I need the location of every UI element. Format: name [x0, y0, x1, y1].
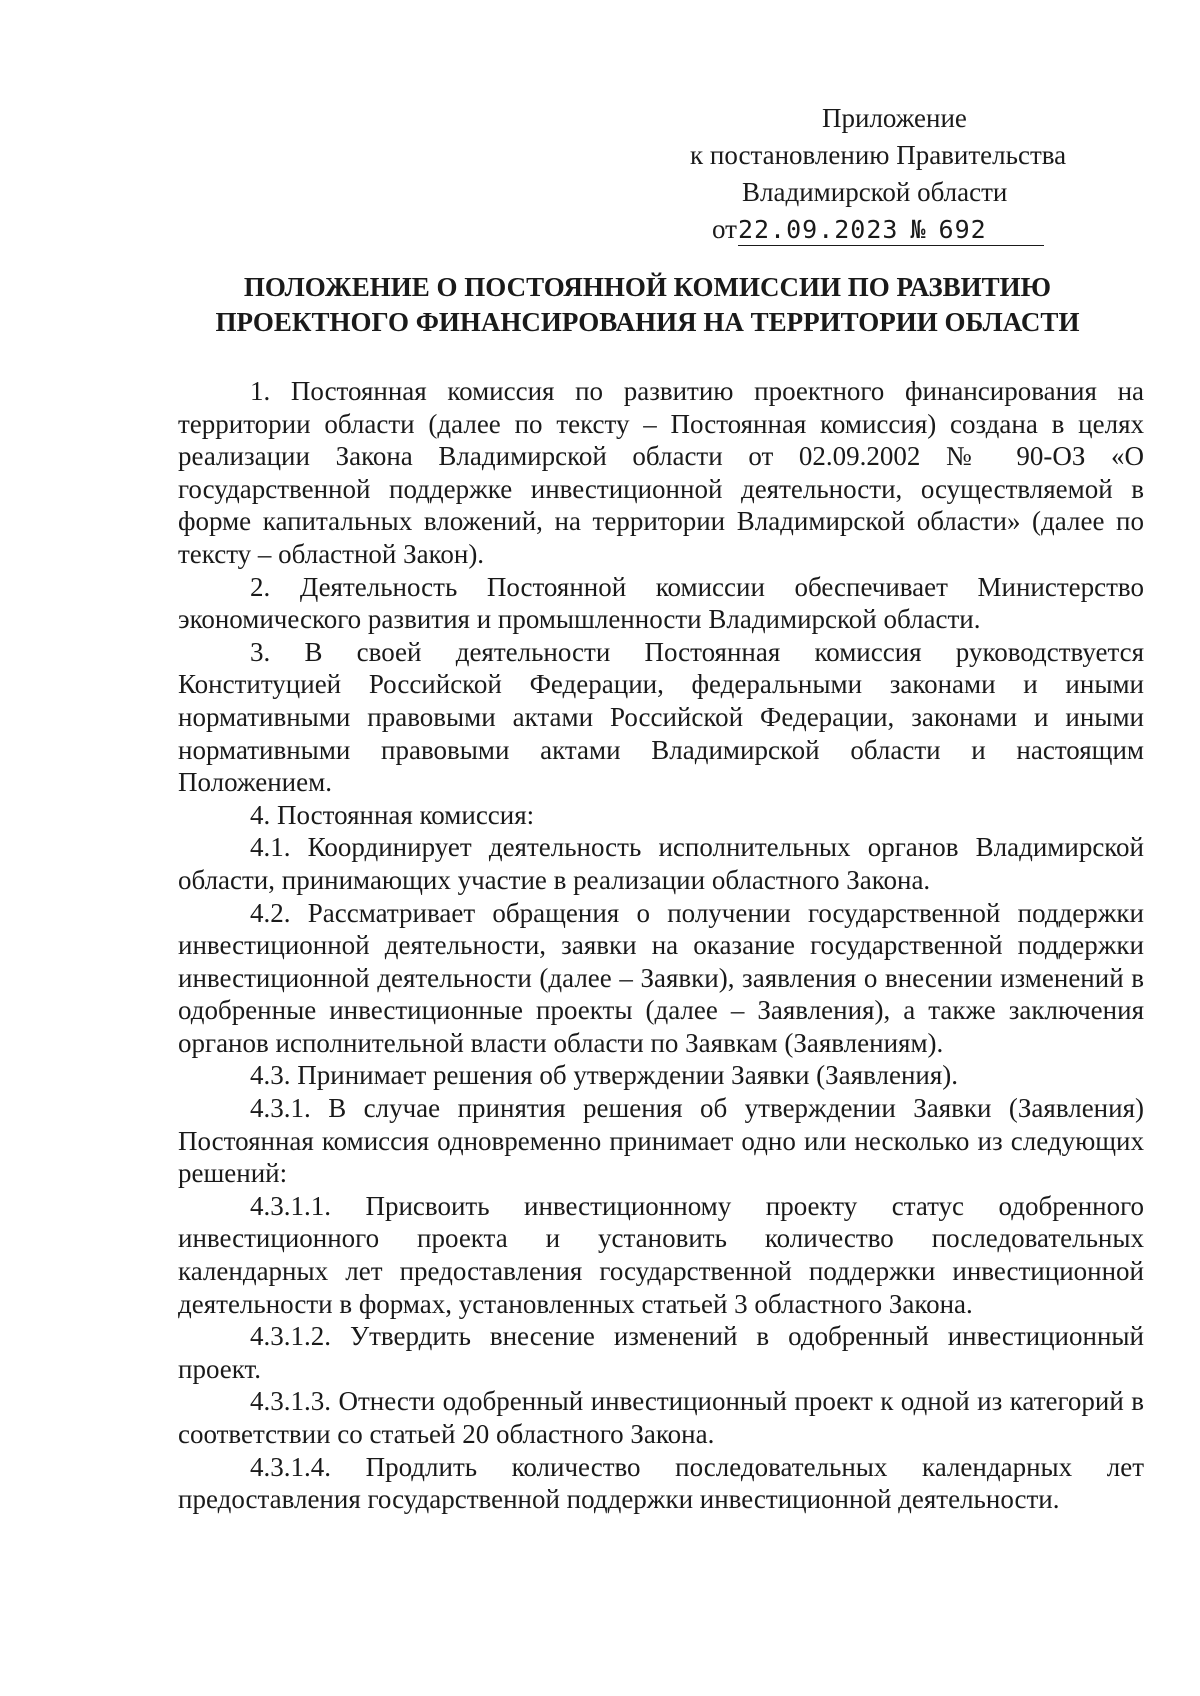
- paragraph-3: 3. В своей деятельности Постоянная комиссия руководствуется Конституцией Российской Федерации, федеральными законами и иными нормативными правовыми актами Российской Федерации, законами и иными нормативными правовыми актами Владимирской области и настоящим Положением.: [178, 636, 1144, 798]
- paragraph-4-3-1: 4.3.1. В случае принятия решения об утверждении Заявки (Заявления) Постоянная комиссия одновременно принимает одно или несколько из следующих решений:: [178, 1093, 1144, 1189]
- appendix-region: Владимирской области: [742, 177, 1008, 207]
- appendix-date-line: [690, 211, 1090, 248]
- resolution-date: 22.09.2023: [737, 215, 899, 244]
- paragraph-1: 1. Постоянная комиссия по развитию проектного финансирования на территории области (далее по тексту – Постоянная комиссия) создана в целях реализации Закона Владимирской области от 02.09.2002 № 90-ОЗ «О государственной поддержке инвестиционной деятельности, осуществляемой в форме капитальных вложений, на территории Владимирской области» (далее по тексту – областной Закон).: [178, 376, 1144, 569]
- resolution-number: 692: [938, 215, 987, 244]
- number-sign: №: [910, 215, 927, 244]
- title-line-2: ПРОЕКТНОГО ФИНАНСИРОВАНИЯ НА ТЕРРИТОРИИ ОБЛАСТИ: [215, 307, 1080, 337]
- paragraph-4-2: 4.2. Рассматривает обращения о получении государственной поддержки инвестиционной деятельности, заявки на оказание государственной поддержки инвестиционной деятельности (далее – Заявки), заявления о внесении изменений в одобренные инвестиционные проекты (далее – Заявления), а также заключения органов исполнительной власти области по Заявкам (Заявлениям).: [178, 897, 1144, 1058]
- paragraph-2: 2. Деятельность Постоянной комиссии обеспечивает Министерство экономического развития и промышленности Владимирской области.: [178, 571, 1144, 635]
- appendix-header: [690, 100, 1090, 248]
- paragraph-4-3-1-2: 4.3.1.2. Утвердить внесение изменений в одобренный инвестиционный проект.: [178, 1321, 1144, 1384]
- date-number-field: [738, 214, 1044, 246]
- paragraph-4: 4. Постоянная комиссия:: [250, 799, 535, 830]
- document-body: [178, 375, 1144, 1516]
- paragraph-4-3: 4.3. Принимает решения об утверждении Заявки (Заявления).: [250, 1060, 958, 1091]
- paragraph-4-3-1-1: 4.3.1.1. Присвоить инвестиционному проекту статус одобренного инвестиционного проекта и установить количество последовательных календарных лет предоставления государственной поддержки инвестиционной деятельности в формах, установленных статьей 3 областного Закона.: [178, 1190, 1144, 1319]
- paragraph-4-3-1-4: 4.3.1.4. Продлить количество последовательных календарных лет предоставления государственной поддержки инвестиционной деятельности.: [178, 1451, 1144, 1515]
- paragraph-4-3-1-3: 4.3.1.3. Отнести одобренный инвестиционный проект к одной из категорий в соответствии со статьей 20 областного Закона.: [178, 1386, 1144, 1449]
- title-line-1: ПОЛОЖЕНИЕ О ПОСТОЯННОЙ КОМИССИИ ПО РАЗВИТИЮ: [243, 272, 1052, 302]
- document-title: [150, 270, 1145, 340]
- date-prefix: от: [712, 214, 737, 244]
- appendix-label: Приложение: [822, 103, 967, 133]
- paragraph-4-1: 4.1. Координирует деятельность исполнительных органов Владимирской области, принимающих участие в реализации областного Закона.: [178, 832, 1144, 895]
- appendix-resolution: к постановлению Правительства: [690, 140, 1067, 170]
